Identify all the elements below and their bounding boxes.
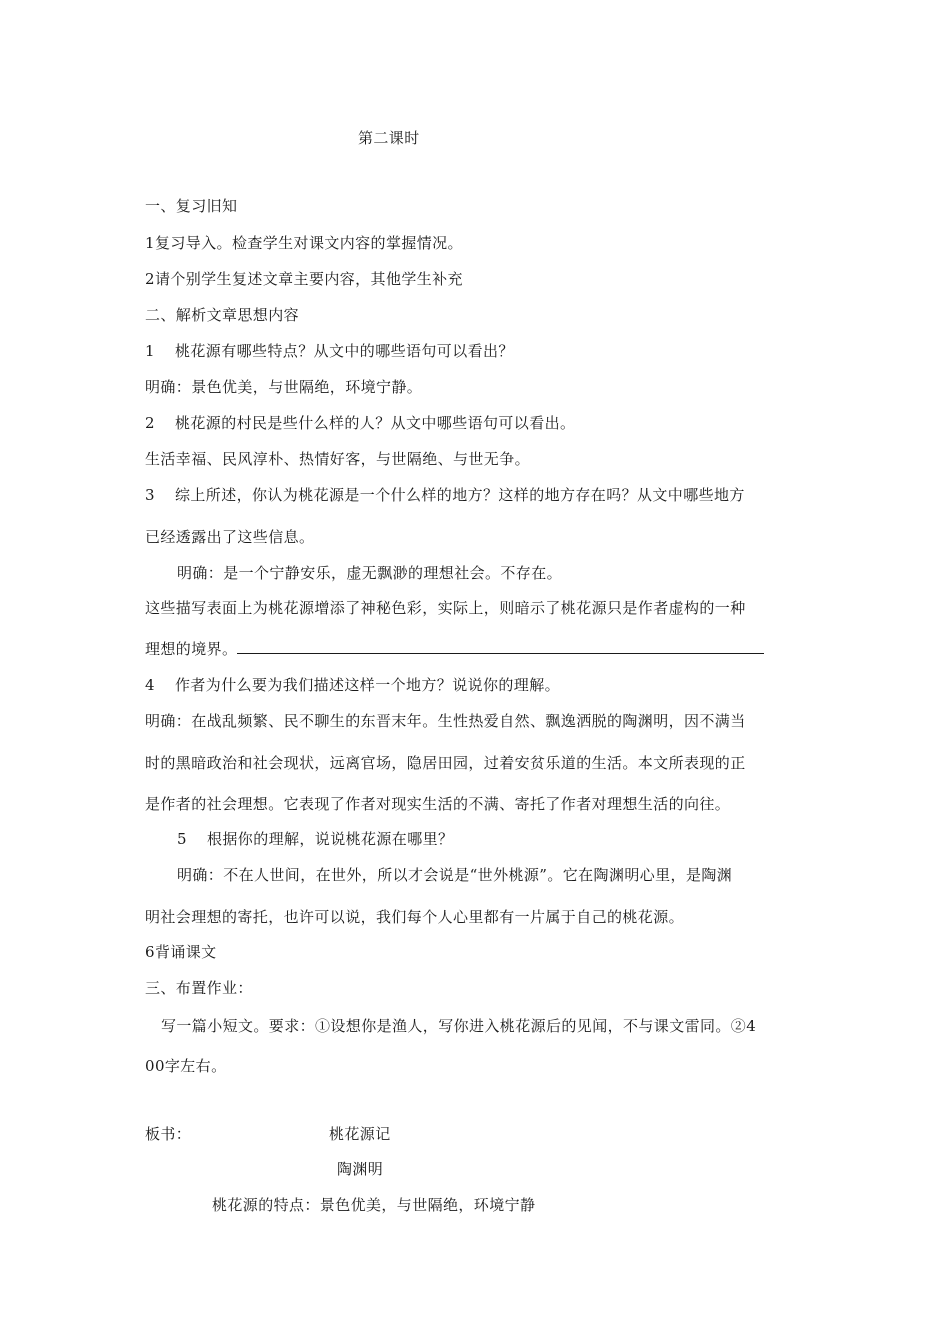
section-3-heading: 三、布置作业：: [145, 979, 253, 997]
section-1-heading: 一、复习旧知: [145, 197, 238, 215]
question-1-text: 桃花源有哪些特点？从文中的哪些语句可以看出？: [175, 342, 514, 360]
question-2-text: 桃花源的村民是些什么样的人？从文中哪些语句可以看出。: [175, 414, 576, 432]
answer-4-line-1: 明确：在战乱频繁、民不聊生的东晋末年。生性热爱自然、飘逸洒脱的陶渊明，因不满当: [145, 712, 746, 730]
answer-3-detail-end: [145, 639, 764, 659]
answer-2: 生活幸福、民风淳朴、热情好客，与世隔绝、与世无争。: [145, 450, 531, 468]
question-5: [177, 829, 453, 849]
answer-4-line-3: 是作者的社会理想。它表现了作者对现实生活的不满、寄托了作者对理想生活的向往。: [145, 795, 731, 813]
answer-4-line-2: 时的黑暗政治和社会现状，远离官场，隐居田园，过着安贫乐道的生活。本文所表现的正: [145, 754, 746, 772]
question-4-number: 4: [145, 676, 155, 694]
review-line-2: 2请个别学生复述文章主要内容，其他学生补充: [145, 270, 463, 288]
answer-3-detail: 这些描写表面上为桃花源增添了神秘色彩，实际上，则暗示了桃花源只是作者虚构的一种: [145, 599, 746, 617]
question-3-number: 3: [145, 486, 155, 504]
board-title: 桃花源记: [329, 1125, 391, 1143]
board-label: 板书：: [145, 1125, 192, 1143]
answer-5-line-1: 明确：不在人世间，在世外，所以才会说是“世外桃源”。它在陶渊明心里，是陶渊: [177, 866, 733, 884]
homework-line-1: 写一篇小短文。要求：①设想你是渔人，写你进入桃花源后的见闻，不与课文雷同。②4: [161, 1017, 757, 1035]
recite-text: 6背诵课文: [145, 943, 217, 961]
question-2-number: 2: [145, 414, 155, 432]
question-2: [145, 413, 575, 433]
question-1-number: 1: [145, 342, 155, 360]
question-5-text: 根据你的理解，说说桃花源在哪里？: [207, 830, 454, 848]
question-4-text: 作者为什么要为我们描述这样一个地方？说说你的理解。: [175, 676, 561, 694]
question-3: [145, 485, 745, 505]
board-point: 桃花源的特点：景色优美，与世隔绝，环境宁静: [212, 1196, 536, 1214]
lesson-title: 第二课时: [358, 129, 420, 147]
question-5-number: 5: [177, 830, 187, 848]
answer-3: 明确：是一个宁静安乐，虚无飘渺的理想社会。不存在。: [177, 564, 563, 582]
question-4: [145, 675, 560, 695]
board-author: 陶渊明: [337, 1160, 384, 1178]
answer-5-line-2: 明社会理想的寄托，也许可以说，我们每个人心里都有一片属于自己的桃花源。: [145, 908, 685, 926]
question-3-text: 综上所述，你认为桃花源是一个什么样的地方？这样的地方存在吗？从文中哪些地方: [175, 486, 745, 504]
answer-3-detail-end-text: 理想的境界。: [145, 640, 238, 658]
fill-in-blank-line: [237, 639, 764, 654]
question-3-continued: 已经透露出了这些信息。: [145, 528, 315, 546]
homework-line-2: 00字左右。: [145, 1057, 227, 1075]
section-2-heading: 二、解析文章思想内容: [145, 306, 300, 324]
review-line-1: 1复习导入。检查学生对课文内容的掌握情况。: [145, 234, 463, 252]
answer-1: 明确：景色优美，与世隔绝，环境宁静。: [145, 378, 423, 396]
question-1: [145, 341, 514, 361]
